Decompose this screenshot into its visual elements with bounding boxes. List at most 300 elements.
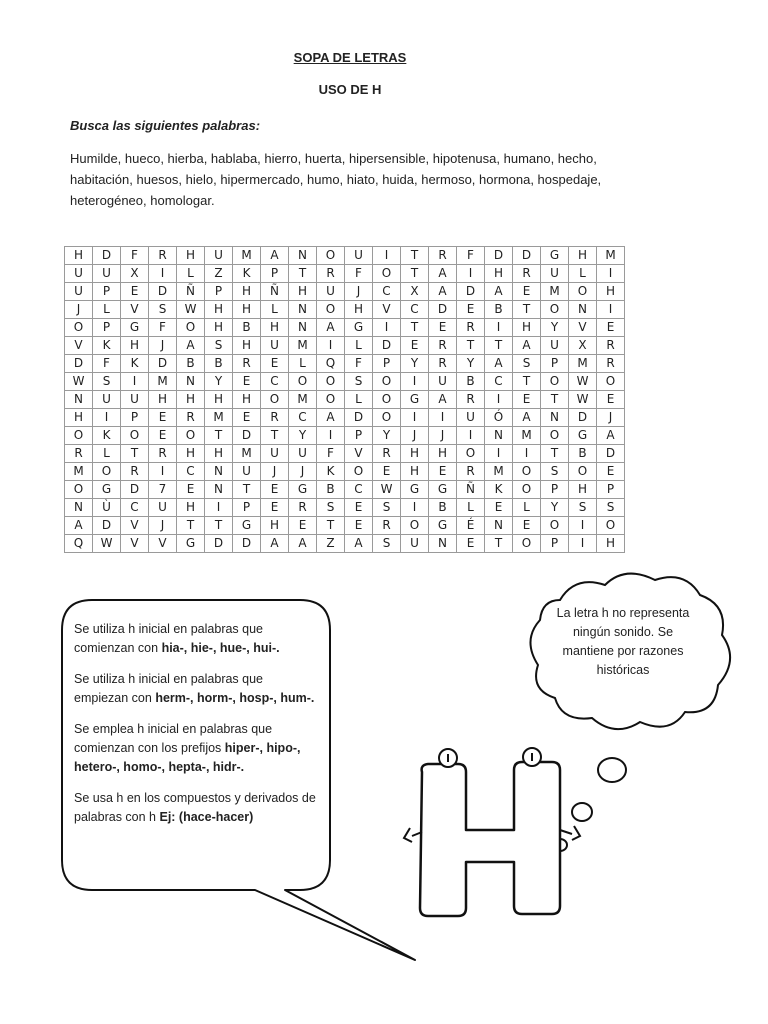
grid-cell[interactable]: I [317, 337, 345, 355]
grid-cell[interactable]: E [261, 355, 289, 373]
grid-cell[interactable]: P [93, 283, 121, 301]
grid-cell[interactable]: T [401, 265, 429, 283]
grid-cell[interactable]: S [513, 355, 541, 373]
grid-cell[interactable]: J [597, 409, 625, 427]
grid-cell[interactable]: O [65, 427, 93, 445]
grid-cell[interactable]: N [289, 247, 317, 265]
grid-cell[interactable]: U [317, 283, 345, 301]
grid-cell[interactable]: H [429, 445, 457, 463]
grid-cell[interactable]: M [569, 355, 597, 373]
grid-cell[interactable]: A [429, 391, 457, 409]
grid-cell[interactable]: K [121, 355, 149, 373]
grid-cell[interactable]: N [65, 391, 93, 409]
grid-cell[interactable]: H [233, 301, 261, 319]
grid-cell[interactable]: H [401, 463, 429, 481]
grid-cell[interactable]: O [401, 517, 429, 535]
grid-cell[interactable]: O [513, 463, 541, 481]
grid-cell[interactable]: F [457, 247, 485, 265]
grid-cell[interactable]: D [345, 409, 373, 427]
grid-cell[interactable]: E [345, 499, 373, 517]
grid-cell[interactable]: P [373, 355, 401, 373]
grid-cell[interactable]: K [93, 427, 121, 445]
grid-cell[interactable]: O [177, 319, 205, 337]
grid-cell[interactable]: O [317, 247, 345, 265]
grid-cell[interactable]: A [261, 535, 289, 553]
grid-cell[interactable]: P [233, 499, 261, 517]
grid-cell[interactable]: W [65, 373, 93, 391]
grid-cell[interactable]: S [569, 499, 597, 517]
grid-cell[interactable]: K [317, 463, 345, 481]
grid-cell[interactable]: C [373, 283, 401, 301]
grid-cell[interactable]: E [289, 517, 317, 535]
grid-cell[interactable]: H [149, 391, 177, 409]
grid-cell[interactable]: H [261, 517, 289, 535]
grid-cell[interactable]: T [401, 319, 429, 337]
grid-cell[interactable]: E [373, 463, 401, 481]
grid-cell[interactable]: H [65, 409, 93, 427]
grid-cell[interactable]: B [485, 301, 513, 319]
grid-cell[interactable]: R [65, 445, 93, 463]
grid-cell[interactable]: N [177, 373, 205, 391]
grid-cell[interactable]: R [457, 319, 485, 337]
grid-cell[interactable]: A [317, 319, 345, 337]
grid-cell[interactable]: H [569, 481, 597, 499]
grid-cell[interactable]: O [317, 301, 345, 319]
grid-cell[interactable]: E [513, 517, 541, 535]
grid-cell[interactable]: G [233, 517, 261, 535]
grid-cell[interactable]: R [121, 463, 149, 481]
grid-cell[interactable]: H [569, 247, 597, 265]
grid-cell[interactable]: R [317, 265, 345, 283]
grid-cell[interactable]: R [149, 445, 177, 463]
grid-cell[interactable]: C [485, 373, 513, 391]
grid-cell[interactable]: B [177, 355, 205, 373]
grid-cell[interactable]: D [597, 445, 625, 463]
grid-cell[interactable]: P [541, 355, 569, 373]
grid-cell[interactable]: I [513, 445, 541, 463]
grid-cell[interactable]: I [149, 463, 177, 481]
grid-cell[interactable]: I [597, 301, 625, 319]
grid-cell[interactable]: I [597, 265, 625, 283]
grid-cell[interactable]: R [429, 355, 457, 373]
grid-cell[interactable]: E [233, 373, 261, 391]
grid-cell[interactable]: W [569, 391, 597, 409]
grid-cell[interactable]: O [541, 373, 569, 391]
grid-cell[interactable]: N [485, 427, 513, 445]
grid-cell[interactable]: P [121, 409, 149, 427]
grid-cell[interactable]: X [121, 265, 149, 283]
grid-cell[interactable]: K [233, 265, 261, 283]
grid-cell[interactable]: E [261, 481, 289, 499]
grid-cell[interactable]: S [93, 373, 121, 391]
grid-cell[interactable]: W [93, 535, 121, 553]
grid-cell[interactable]: O [569, 463, 597, 481]
grid-cell[interactable]: H [345, 301, 373, 319]
grid-cell[interactable]: Y [457, 355, 485, 373]
grid-cell[interactable]: L [289, 355, 317, 373]
grid-cell[interactable]: D [373, 337, 401, 355]
grid-cell[interactable]: D [457, 283, 485, 301]
grid-cell[interactable]: I [401, 499, 429, 517]
grid-cell[interactable]: T [457, 337, 485, 355]
grid-cell[interactable]: N [289, 319, 317, 337]
grid-cell[interactable]: A [65, 517, 93, 535]
grid-cell[interactable]: I [401, 409, 429, 427]
grid-cell[interactable]: A [429, 283, 457, 301]
grid-cell[interactable]: J [345, 283, 373, 301]
grid-cell[interactable]: C [177, 463, 205, 481]
grid-cell[interactable]: H [65, 247, 93, 265]
grid-cell[interactable]: I [485, 445, 513, 463]
grid-cell[interactable]: 7 [149, 481, 177, 499]
grid-cell[interactable]: U [457, 409, 485, 427]
grid-cell[interactable]: U [121, 391, 149, 409]
grid-cell[interactable]: U [289, 445, 317, 463]
grid-cell[interactable]: X [401, 283, 429, 301]
grid-cell[interactable]: M [205, 409, 233, 427]
grid-cell[interactable]: H [597, 535, 625, 553]
grid-cell[interactable]: I [317, 427, 345, 445]
grid-cell[interactable]: D [233, 535, 261, 553]
grid-cell[interactable]: A [513, 337, 541, 355]
grid-cell[interactable]: R [429, 337, 457, 355]
grid-cell[interactable]: S [373, 499, 401, 517]
grid-cell[interactable]: O [541, 301, 569, 319]
grid-cell[interactable]: U [429, 373, 457, 391]
grid-cell[interactable]: J [149, 337, 177, 355]
grid-cell[interactable]: E [429, 319, 457, 337]
grid-cell[interactable]: J [261, 463, 289, 481]
grid-cell[interactable]: O [569, 283, 597, 301]
grid-cell[interactable]: Ñ [177, 283, 205, 301]
grid-cell[interactable]: R [149, 247, 177, 265]
grid-cell[interactable]: A [177, 337, 205, 355]
grid-cell[interactable]: I [373, 319, 401, 337]
grid-cell[interactable]: N [205, 481, 233, 499]
grid-cell[interactable]: L [457, 499, 485, 517]
grid-cell[interactable]: J [149, 517, 177, 535]
grid-cell[interactable]: H [205, 319, 233, 337]
grid-cell[interactable]: D [149, 283, 177, 301]
grid-cell[interactable]: Y [541, 499, 569, 517]
grid-cell[interactable]: D [233, 427, 261, 445]
grid-cell[interactable]: I [205, 499, 233, 517]
grid-cell[interactable]: W [569, 373, 597, 391]
grid-cell[interactable]: O [65, 481, 93, 499]
grid-cell[interactable]: R [261, 409, 289, 427]
grid-cell[interactable]: I [485, 319, 513, 337]
grid-cell[interactable]: S [317, 499, 345, 517]
grid-cell[interactable]: Ó [485, 409, 513, 427]
grid-cell[interactable]: B [205, 355, 233, 373]
grid-cell[interactable]: H [261, 319, 289, 337]
grid-cell[interactable]: R [373, 445, 401, 463]
grid-cell[interactable]: R [513, 265, 541, 283]
grid-cell[interactable]: M [513, 427, 541, 445]
grid-cell[interactable]: D [65, 355, 93, 373]
grid-cell[interactable]: T [121, 445, 149, 463]
grid-cell[interactable]: U [261, 337, 289, 355]
grid-cell[interactable]: R [233, 355, 261, 373]
grid-cell[interactable]: N [65, 499, 93, 517]
grid-cell[interactable]: D [429, 301, 457, 319]
grid-cell[interactable]: E [149, 427, 177, 445]
grid-cell[interactable]: Y [289, 427, 317, 445]
grid-cell[interactable]: O [541, 517, 569, 535]
grid-cell[interactable]: L [93, 445, 121, 463]
grid-cell[interactable]: R [177, 409, 205, 427]
grid-cell[interactable]: L [93, 301, 121, 319]
grid-cell[interactable]: R [289, 499, 317, 517]
grid-cell[interactable]: O [345, 463, 373, 481]
grid-cell[interactable]: Y [401, 355, 429, 373]
grid-cell[interactable]: C [261, 373, 289, 391]
grid-cell[interactable]: E [597, 463, 625, 481]
grid-cell[interactable]: G [401, 481, 429, 499]
grid-cell[interactable]: Q [65, 535, 93, 553]
grid-cell[interactable]: V [373, 301, 401, 319]
grid-cell[interactable]: H [233, 337, 261, 355]
grid-cell[interactable]: D [121, 481, 149, 499]
grid-cell[interactable]: E [457, 301, 485, 319]
grid-cell[interactable]: A [429, 265, 457, 283]
grid-cell[interactable]: R [597, 337, 625, 355]
grid-cell[interactable]: U [205, 247, 233, 265]
grid-cell[interactable]: N [429, 535, 457, 553]
grid-cell[interactable]: H [233, 283, 261, 301]
grid-cell[interactable]: U [261, 445, 289, 463]
grid-cell[interactable]: N [569, 301, 597, 319]
grid-cell[interactable]: P [597, 481, 625, 499]
grid-cell[interactable]: O [177, 427, 205, 445]
grid-cell[interactable]: K [93, 337, 121, 355]
grid-cell[interactable]: O [121, 427, 149, 445]
grid-cell[interactable]: G [541, 247, 569, 265]
grid-cell[interactable]: C [121, 499, 149, 517]
grid-cell[interactable]: J [401, 427, 429, 445]
grid-cell[interactable]: U [93, 391, 121, 409]
grid-cell[interactable]: R [457, 391, 485, 409]
grid-cell[interactable]: I [569, 535, 597, 553]
grid-cell[interactable]: G [121, 319, 149, 337]
grid-cell[interactable]: O [65, 319, 93, 337]
grid-cell[interactable]: G [177, 535, 205, 553]
grid-cell[interactable]: T [513, 301, 541, 319]
grid-cell[interactable]: U [345, 247, 373, 265]
grid-cell[interactable]: M [233, 445, 261, 463]
grid-cell[interactable]: I [569, 517, 597, 535]
grid-cell[interactable]: C [289, 409, 317, 427]
grid-cell[interactable]: Y [373, 427, 401, 445]
grid-cell[interactable]: N [541, 409, 569, 427]
grid-cell[interactable]: H [401, 445, 429, 463]
grid-cell[interactable]: I [373, 247, 401, 265]
grid-cell[interactable]: Ñ [457, 481, 485, 499]
grid-cell[interactable]: O [93, 463, 121, 481]
grid-cell[interactable]: G [93, 481, 121, 499]
grid-cell[interactable]: O [513, 481, 541, 499]
grid-cell[interactable]: E [597, 391, 625, 409]
grid-cell[interactable]: O [373, 265, 401, 283]
grid-cell[interactable]: M [289, 337, 317, 355]
grid-cell[interactable]: W [177, 301, 205, 319]
grid-cell[interactable]: E [457, 535, 485, 553]
grid-cell[interactable]: Z [205, 265, 233, 283]
grid-cell[interactable]: A [317, 409, 345, 427]
grid-cell[interactable]: U [65, 265, 93, 283]
grid-cell[interactable]: D [149, 355, 177, 373]
grid-cell[interactable]: S [345, 373, 373, 391]
grid-cell[interactable]: O [373, 391, 401, 409]
grid-cell[interactable]: H [177, 391, 205, 409]
grid-cell[interactable]: G [345, 319, 373, 337]
grid-cell[interactable]: O [597, 373, 625, 391]
grid-cell[interactable]: E [121, 283, 149, 301]
grid-cell[interactable]: O [317, 391, 345, 409]
grid-cell[interactable]: U [233, 463, 261, 481]
grid-cell[interactable]: E [177, 481, 205, 499]
grid-cell[interactable]: H [597, 283, 625, 301]
grid-cell[interactable]: O [261, 391, 289, 409]
grid-cell[interactable]: E [149, 409, 177, 427]
grid-cell[interactable]: I [93, 409, 121, 427]
grid-cell[interactable]: V [569, 319, 597, 337]
grid-cell[interactable]: Y [205, 373, 233, 391]
grid-cell[interactable]: V [121, 301, 149, 319]
grid-cell[interactable]: T [205, 517, 233, 535]
grid-cell[interactable]: D [485, 247, 513, 265]
grid-cell[interactable]: I [149, 265, 177, 283]
grid-cell[interactable]: J [429, 427, 457, 445]
grid-cell[interactable]: O [541, 427, 569, 445]
grid-cell[interactable]: A [513, 409, 541, 427]
grid-cell[interactable]: I [429, 409, 457, 427]
grid-cell[interactable]: A [597, 427, 625, 445]
grid-cell[interactable]: M [65, 463, 93, 481]
grid-cell[interactable]: F [121, 247, 149, 265]
grid-cell[interactable]: E [485, 499, 513, 517]
grid-cell[interactable]: T [177, 517, 205, 535]
grid-cell[interactable]: S [149, 301, 177, 319]
grid-cell[interactable]: T [401, 247, 429, 265]
grid-cell[interactable]: M [485, 463, 513, 481]
grid-cell[interactable]: G [429, 517, 457, 535]
grid-cell[interactable]: V [345, 445, 373, 463]
grid-cell[interactable]: T [541, 391, 569, 409]
grid-cell[interactable]: H [205, 445, 233, 463]
grid-cell[interactable]: M [541, 283, 569, 301]
grid-cell[interactable]: E [597, 319, 625, 337]
grid-cell[interactable]: T [289, 265, 317, 283]
grid-cell[interactable]: H [513, 319, 541, 337]
grid-cell[interactable]: T [205, 427, 233, 445]
grid-cell[interactable]: A [289, 535, 317, 553]
grid-cell[interactable]: M [597, 247, 625, 265]
grid-cell[interactable]: T [485, 535, 513, 553]
grid-cell[interactable]: F [317, 445, 345, 463]
grid-cell[interactable]: U [93, 265, 121, 283]
grid-cell[interactable]: M [289, 391, 317, 409]
grid-cell[interactable]: I [485, 391, 513, 409]
grid-cell[interactable]: O [317, 373, 345, 391]
grid-cell[interactable]: H [485, 265, 513, 283]
grid-cell[interactable]: P [541, 481, 569, 499]
grid-cell[interactable]: I [401, 373, 429, 391]
grid-cell[interactable]: I [121, 373, 149, 391]
grid-cell[interactable]: T [541, 445, 569, 463]
grid-cell[interactable]: S [373, 535, 401, 553]
grid-cell[interactable]: A [485, 355, 513, 373]
grid-cell[interactable]: T [485, 337, 513, 355]
grid-cell[interactable]: I [457, 427, 485, 445]
grid-cell[interactable]: D [569, 409, 597, 427]
grid-cell[interactable]: U [65, 283, 93, 301]
grid-cell[interactable]: C [345, 481, 373, 499]
grid-cell[interactable]: S [205, 337, 233, 355]
grid-cell[interactable]: P [93, 319, 121, 337]
grid-cell[interactable]: Y [541, 319, 569, 337]
grid-cell[interactable]: Z [317, 535, 345, 553]
grid-cell[interactable]: T [513, 373, 541, 391]
grid-cell[interactable]: O [513, 535, 541, 553]
grid-cell[interactable]: V [65, 337, 93, 355]
grid-cell[interactable]: W [373, 481, 401, 499]
grid-cell[interactable]: J [65, 301, 93, 319]
grid-cell[interactable]: Q [317, 355, 345, 373]
grid-cell[interactable]: S [597, 499, 625, 517]
grid-cell[interactable]: R [373, 517, 401, 535]
grid-cell[interactable]: T [317, 517, 345, 535]
grid-cell[interactable]: H [233, 391, 261, 409]
grid-cell[interactable]: L [569, 265, 597, 283]
grid-cell[interactable]: H [177, 247, 205, 265]
grid-cell[interactable]: G [569, 427, 597, 445]
grid-cell[interactable]: G [401, 391, 429, 409]
grid-cell[interactable]: A [485, 283, 513, 301]
grid-cell[interactable]: U [541, 337, 569, 355]
grid-cell[interactable]: O [373, 409, 401, 427]
grid-cell[interactable]: L [345, 391, 373, 409]
grid-cell[interactable]: M [149, 373, 177, 391]
grid-cell[interactable]: B [317, 481, 345, 499]
grid-cell[interactable]: H [205, 391, 233, 409]
grid-cell[interactable]: O [373, 373, 401, 391]
grid-cell[interactable]: H [205, 301, 233, 319]
grid-cell[interactable]: F [345, 355, 373, 373]
grid-cell[interactable]: R [457, 463, 485, 481]
grid-cell[interactable]: O [289, 373, 317, 391]
grid-cell[interactable]: F [149, 319, 177, 337]
grid-cell[interactable]: B [429, 499, 457, 517]
grid-cell[interactable]: L [513, 499, 541, 517]
grid-cell[interactable]: E [401, 337, 429, 355]
grid-cell[interactable]: E [513, 391, 541, 409]
grid-cell[interactable]: S [541, 463, 569, 481]
grid-cell[interactable]: A [345, 535, 373, 553]
grid-cell[interactable]: O [457, 445, 485, 463]
grid-cell[interactable]: Ñ [261, 283, 289, 301]
grid-cell[interactable]: R [597, 355, 625, 373]
grid-cell[interactable]: V [121, 535, 149, 553]
grid-cell[interactable]: T [261, 427, 289, 445]
grid-cell[interactable]: F [345, 265, 373, 283]
grid-cell[interactable]: L [177, 265, 205, 283]
grid-cell[interactable]: M [233, 247, 261, 265]
grid-cell[interactable]: P [541, 535, 569, 553]
grid-cell[interactable]: N [205, 463, 233, 481]
grid-cell[interactable]: P [261, 265, 289, 283]
grid-cell[interactable]: P [345, 427, 373, 445]
